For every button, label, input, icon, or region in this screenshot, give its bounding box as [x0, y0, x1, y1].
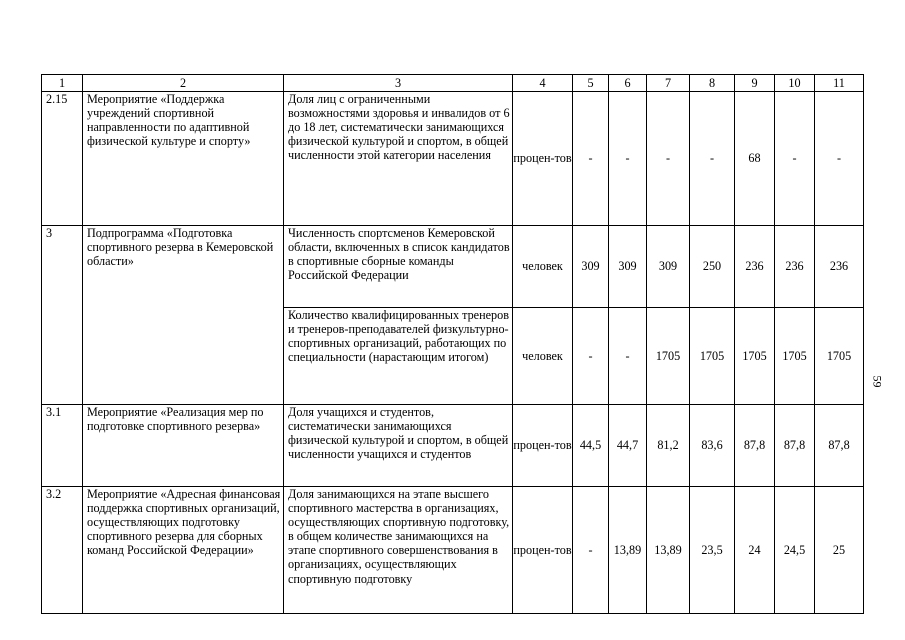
value-cell: -	[609, 308, 647, 405]
value-cell: -	[647, 92, 690, 226]
program-name: Мероприятие «Реализация мер по подготовке спортивного резерва»	[83, 405, 284, 487]
header-cell: 6	[609, 75, 647, 92]
indicators-table	[41, 74, 864, 614]
header-cell: 8	[690, 75, 735, 92]
value-cell: 68	[735, 92, 775, 226]
value-cell: 236	[735, 226, 775, 308]
indicator-text: Доля учащихся и студентов, систематически занимающихся физической культурой и спортом, в общей численности учащихся и студентов	[284, 405, 513, 487]
header-cell: 4	[513, 75, 573, 92]
value-cell: 24	[735, 487, 775, 614]
value-cell: -	[573, 308, 609, 405]
value-cell: 250	[690, 226, 735, 308]
header-cell: 11	[815, 75, 864, 92]
value-cell: 87,8	[735, 405, 775, 487]
program-name: Подпрограмма «Подготовка спортивного резерва в Кемеровской области»	[83, 226, 284, 405]
indicator-text: Доля лиц с ограниченными возможностями здоровья и инвалидов от 6 до 18 лет, систематически занимающихся физической культурой и спортом, в общей численности этой категории населения	[284, 92, 513, 226]
value-cell: 1705	[775, 308, 815, 405]
indicator-text: Численность спортсменов Кемеровской области, включенных в список кандидатов в спортивные сборные команды Российской Федерации	[284, 226, 513, 308]
value-cell: 87,8	[815, 405, 864, 487]
indicator-text: Количество квалифицированных тренеров и тренеров-преподавателей физкультурно-спортивных организаций, работающих по специальности (нарастающим итогом)	[284, 308, 513, 405]
program-name: Мероприятие «Поддержка учреждений спортивной направленности по адаптивной физической культуре и спорту»	[83, 92, 284, 226]
value-cell: 1705	[690, 308, 735, 405]
row-number: 3.2	[42, 487, 83, 614]
row-number: 3.1	[42, 405, 83, 487]
table-row	[42, 92, 864, 226]
value-cell: 13,89	[609, 487, 647, 614]
value-cell: -	[815, 92, 864, 226]
value-cell: -	[609, 92, 647, 226]
header-cell: 9	[735, 75, 775, 92]
header-cell: 5	[573, 75, 609, 92]
header-cell: 2	[83, 75, 284, 92]
value-cell: 13,89	[647, 487, 690, 614]
value-cell: 83,6	[690, 405, 735, 487]
unit-cell: человек	[513, 226, 573, 308]
indicator-text: Доля занимающихся на этапе высшего спортивного мастерства в организациях, осуществляющих спортивную подготовку, в общем количестве занимающихся на этапе спортивного совершенствования в организациях, осуществляющих спортивную подготовку	[284, 487, 513, 614]
value-cell: 44,7	[609, 405, 647, 487]
row-number: 2.15	[42, 92, 83, 226]
unit-cell: процен-тов	[513, 92, 573, 226]
value-cell: 1705	[647, 308, 690, 405]
value-cell: 81,2	[647, 405, 690, 487]
unit-cell: процен-тов	[513, 487, 573, 614]
value-cell: -	[573, 487, 609, 614]
header-cell: 1	[42, 75, 83, 92]
value-cell: 25	[815, 487, 864, 614]
unit-cell: человек	[513, 308, 573, 405]
value-cell: 1705	[735, 308, 775, 405]
header-cell: 7	[647, 75, 690, 92]
value-cell: 23,5	[690, 487, 735, 614]
value-cell: 309	[609, 226, 647, 308]
value-cell: 24,5	[775, 487, 815, 614]
value-cell: -	[690, 92, 735, 226]
value-cell: 236	[815, 226, 864, 308]
header-row	[42, 75, 864, 92]
value-cell: -	[775, 92, 815, 226]
table-row	[42, 226, 864, 308]
value-cell: -	[573, 92, 609, 226]
value-cell: 309	[573, 226, 609, 308]
value-cell: 1705	[815, 308, 864, 405]
table-row	[42, 487, 864, 614]
unit-cell: процен-тов	[513, 405, 573, 487]
program-name: Мероприятие «Адресная финансовая поддержка спортивных организаций, осуществляющих подготовку спортивного резерва для сборных команд Российской Федерации»	[83, 487, 284, 614]
header-cell: 10	[775, 75, 815, 92]
value-cell: 87,8	[775, 405, 815, 487]
value-cell: 309	[647, 226, 690, 308]
header-cell: 3	[284, 75, 513, 92]
row-number: 3	[42, 226, 83, 405]
page-number: 59	[870, 375, 885, 388]
value-cell: 236	[775, 226, 815, 308]
value-cell: 44,5	[573, 405, 609, 487]
table-row	[42, 405, 864, 487]
